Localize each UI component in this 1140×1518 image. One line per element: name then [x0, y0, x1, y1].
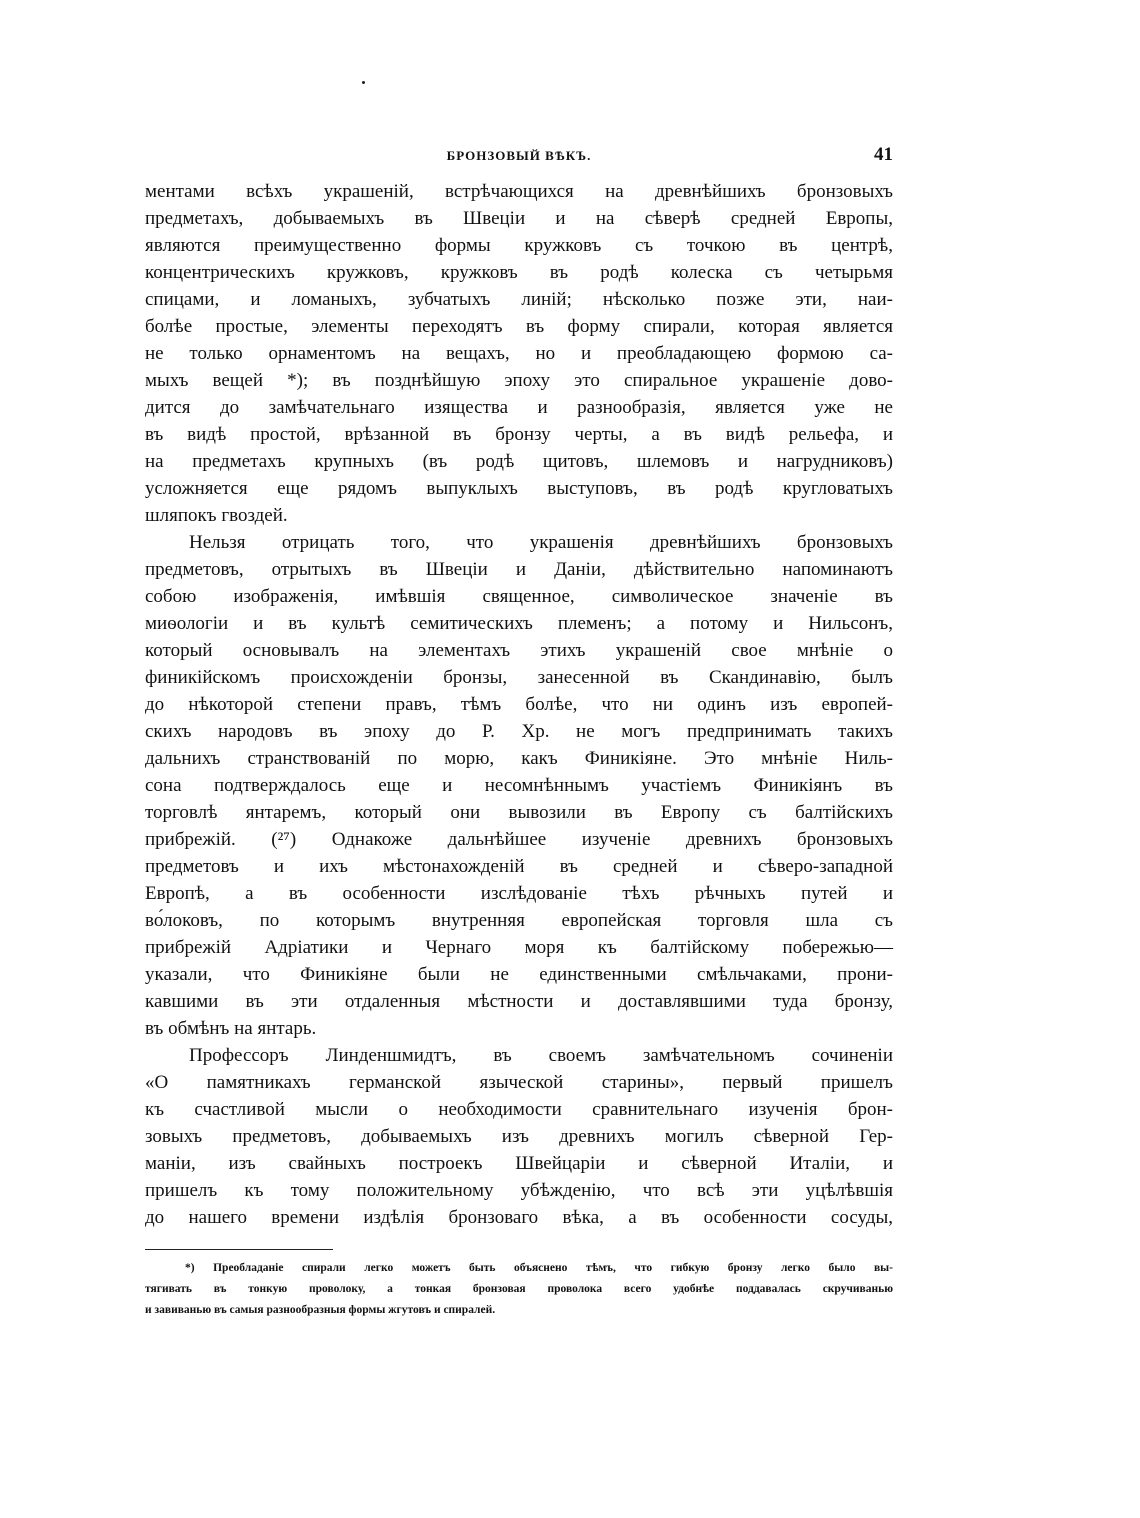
text-line: предметовъ и ихъ мѣстонахожденій въ средней и сѣверо-западной	[145, 856, 893, 877]
text-line: финикійскомъ происхожденіи бронзы, занесенной въ Скандинавію, былъ	[145, 667, 893, 688]
text-line: Европѣ, а въ особенности изслѣдованіе тѣхъ рѣчныхъ путей и	[145, 883, 893, 904]
text-line: усложняется еще рядомъ выпуклыхъ выступовъ, въ родѣ кругловатыхъ	[145, 478, 893, 499]
running-head	[145, 144, 893, 178]
text-line: въ видѣ простой, врѣзанной въ бронзу черты, а въ видѣ рельефа, и	[145, 424, 893, 445]
text-line: кавшими въ эти отдаленныя мѣстности и доставлявшими туда бронзу,	[145, 991, 893, 1012]
text-line: до нашего времени издѣлія бронзоваго вѣка, а въ особенности сосуды,	[145, 1207, 893, 1228]
text-line: спицами, и ломаныхъ, зубчатыхъ линій; нѣсколько позже эти, наи-	[145, 289, 893, 310]
footnote-line: *) Преобладаніе спирали легко можетъ быть объяснено тѣмъ, что гибкую бронзу легко было вы-	[185, 1262, 893, 1274]
text-line: прибрежій. (²⁷) Однакоже дальнѣйшее изученіе древнихъ бронзовыхъ	[145, 829, 893, 850]
text-line: Профессоръ Линденшмидтъ, въ своемъ замѣчательномъ сочиненіи	[189, 1045, 893, 1066]
text-line: пришелъ къ тому положительному убѣжденію, что всѣ эти уцѣлѣвшія	[145, 1180, 893, 1201]
text-line: во́локовъ, по которымъ внутренняя европейская торговля шла съ	[145, 910, 893, 931]
text-line: на предметахъ крупныхъ (въ родѣ щитовъ, шлемовъ и нагрудниковъ)	[145, 451, 893, 472]
text-line: являются преимущественно формы кружковъ съ точкою въ центрѣ,	[145, 235, 893, 256]
text-line: къ счастливой мысли о необходимости сравнительнаго изученія брон-	[145, 1099, 893, 1120]
footnote-line: и завиванью въ самыя разнообразныя формы жгутовъ и спиралей.	[145, 1304, 496, 1316]
text-line: торговлѣ янтаремъ, который они вывозили въ Европу съ балтійскихъ	[145, 802, 893, 823]
paragraph-1	[145, 178, 893, 529]
text-line: шляпокъ гвоздей.	[145, 505, 288, 526]
footnote	[145, 1258, 893, 1321]
text-line: сона подтверждалось еще и несомнѣннымъ участіемъ Финикіянъ въ	[145, 775, 893, 796]
text-line: который основывалъ на элементахъ этихъ украшеній свое мнѣніе о	[145, 640, 893, 661]
text-line: болѣе простые, элементы переходятъ въ форму спирали, которая является	[145, 316, 893, 337]
page-number: 41	[874, 144, 893, 165]
ink-speck	[362, 81, 365, 84]
text-line: концентрическихъ кружковъ, кружковъ въ родѣ колеска съ четырьмя	[145, 262, 893, 283]
text-line: зовыхъ предметовъ, добываемыхъ изъ древнихъ могилъ сѣверной Гер-	[145, 1126, 893, 1147]
text-line: дится до замѣчательнаго изящества и разнообразія, является уже не	[145, 397, 893, 418]
text-line: не только орнаментомъ на вещахъ, но и преобладающею формою са-	[145, 343, 893, 364]
text-line: прибрежій Адріатики и Чернаго моря къ балтійскому побережью—	[145, 937, 893, 958]
text-line: маніи, изъ свайныхъ построекъ Швейцаріи и сѣверной Италіи, и	[145, 1153, 893, 1174]
text-line: «О памятникахъ германской языческой старины», первый пришелъ	[145, 1072, 893, 1093]
text-line: до нѣкоторой степени правъ, тѣмъ болѣе, что ни одинъ изъ европей-	[145, 694, 893, 715]
text-line: дальнихъ странствованій по морю, какъ Финикіяне. Это мнѣніе Ниль-	[145, 748, 893, 769]
footnote-line: тягивать въ тонкую проволоку, а тонкая бронзовая проволока всего удобнѣе поддавалась скручиванью	[145, 1283, 893, 1295]
text-line: предметахъ, добываемыхъ въ Швеціи и на сѣверѣ средней Европы,	[145, 208, 893, 229]
text-line: ментами всѣхъ украшеній, встрѣчающихся на древнѣйшихъ бронзовыхъ	[145, 181, 893, 202]
text-line: предметовъ, отрытыхъ въ Швеціи и Даніи, дѣйствительно напоминаютъ	[145, 559, 893, 580]
text-line: мыхъ вещей *); въ позднѣйшую эпоху это спиральное украшеніе дово-	[145, 370, 893, 391]
paragraph-2	[145, 529, 893, 1042]
text-line: Нельзя отрицать того, что украшенія древнѣйшихъ бронзовыхъ	[189, 532, 893, 553]
text-line: скихъ народовъ въ эпоху до Р. Хр. не могъ предпринимать такихъ	[145, 721, 893, 742]
book-page	[145, 144, 893, 1321]
text-line: миѳологіи и въ культѣ семитическихъ племенъ; а потому и Нильсонъ,	[145, 613, 893, 634]
paragraph-3	[145, 1042, 893, 1231]
text-line: въ обмѣнъ на янтарь.	[145, 1018, 317, 1039]
body-text	[145, 178, 893, 1231]
text-line: указали, что Финикіяне были не единственными смѣльчаками, прони-	[145, 964, 893, 985]
text-line: собою изображенія, имѣвшія священное, символическое значеніе въ	[145, 586, 893, 607]
running-title: БРОНЗОВЫЙ ВѢКЪ.	[446, 148, 592, 163]
footnote-divider	[145, 1249, 333, 1250]
